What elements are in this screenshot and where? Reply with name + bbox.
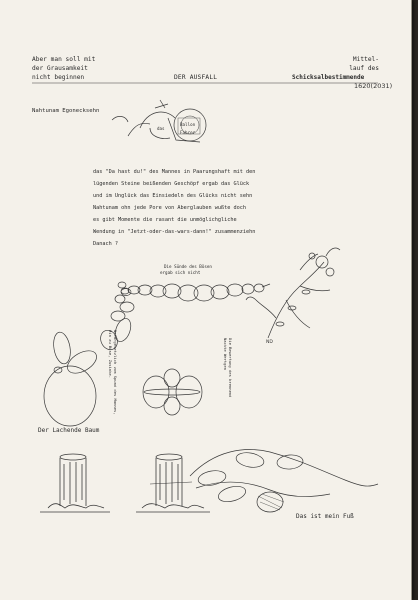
paragraph-line: Danach ? (93, 241, 118, 247)
section-title-nahtunam: Nahtunam Egonecksehn (32, 108, 100, 114)
header-left-line-1: Aber man soll mit (32, 56, 96, 63)
vertical-caption-left: Naturgesetzlich vom Spund des Mannes, Hin zu Böse, Zusinke. (108, 330, 118, 415)
ellipse-caterpillar-drawing (121, 284, 270, 301)
balloon-diagram-icon (112, 100, 206, 142)
diagram-label-ballon: Ballon (180, 122, 196, 127)
header-left-line-3: nicht beginnen (32, 74, 85, 81)
paragraph-line: das "Da hast du!" des Mannes in Paarungshaft mit den (93, 169, 256, 175)
ellipse-cross-drawing (143, 369, 202, 415)
section-title-lachende-baum: Der Lachende Baum (38, 427, 100, 434)
paragraph-line: und im Unglück das Einsiedeln des Glücks nicht sehn (93, 193, 253, 199)
page-title: DER AUSFALL (174, 74, 218, 81)
bead-chain-drawing (44, 282, 134, 426)
tree-stump-right-drawing (136, 454, 210, 512)
diagram-label-fahrer: Fahrer (180, 130, 196, 135)
paragraph-line: Nahtunam ohn jede Pore von Aberglauben wußte doch (93, 205, 247, 211)
header-right-line-2: lauf des (349, 65, 379, 72)
branching-tree-drawing (246, 248, 340, 338)
vertical-caption-right: Die Bewertung des brennend Nackte Wertgen (223, 338, 233, 398)
figure-caption-1: Die Sünde des Bösen (164, 264, 212, 269)
diagram-label-das: das (157, 126, 165, 131)
header-right-line-1: Mittel- (352, 56, 379, 63)
figure-caption-2: ergab sich nicht (160, 270, 201, 275)
paragraph-line: es gibt Momente die rasant die unmöglichgliche (93, 217, 237, 223)
handwritten-note: 1620(2031) (354, 82, 393, 90)
foot-leaves-drawing (190, 450, 378, 512)
header-right-bold: Schicksalbestimmende (292, 74, 365, 81)
foot-caption: Das ist mein Fuß (296, 513, 354, 520)
header-left-line-2: der Grausamkeit (32, 65, 88, 72)
paragraph-line: Wendung in "Jetzt-oder-das-wars-dann!" zusammenziehn (93, 229, 256, 235)
side-mark: ND (266, 340, 273, 345)
paragraph-line: lügenden Steine beißenden Geschöpf ergab das Glück (93, 181, 250, 187)
tree-stump-left-drawing (40, 454, 110, 512)
